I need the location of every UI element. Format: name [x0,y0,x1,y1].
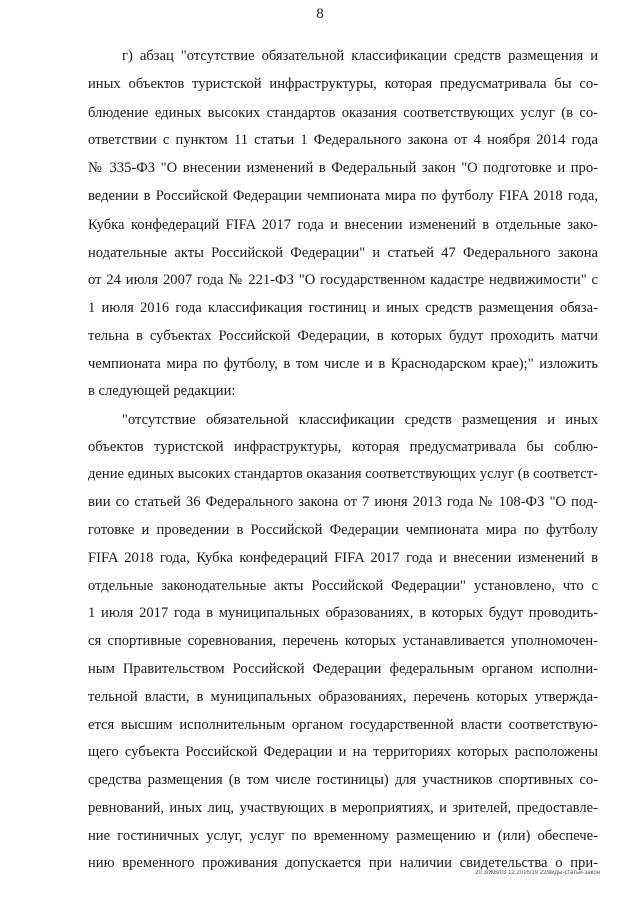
text-line: ведении в Российской Федерации чемпионата мира по футболу FIFA 2018 года, [88,188,598,204]
text-line: 1 июля 2016 года классификация гостиниц и иных средств размещения обяза- [88,300,598,316]
text-line: ответствии с пунктом 11 статьи 1 Федерального закона от 4 ноября 2014 года [88,132,598,148]
text-line: от 24 июля 2007 года № 221-ФЗ "О государственном кадастре недвижимости" с [88,272,598,288]
text-line: г) абзац "отсутствие обязательной классификации средств размещения и [122,48,598,64]
text-line: 1 июля 2017 года в муниципальных образованиях, в которых будут проводить- [88,605,598,621]
text-line: ние гостиничных услуг, услуг по временному размещению и (или) обеспече- [88,828,598,844]
page-number: 8 [316,6,324,22]
text-line: FIFA 2018 года, Кубка конфедераций FIFA 2017 года и внесении изменений в [88,550,598,566]
text-line: щего субъекта Российской Федерации и на территориях которых расположены [88,744,598,760]
document-footer-code: 20.3/ЖВ/03 12.2016/19 22/виды-статьи-закон [475,870,600,876]
text-line: объектов туристской инфраструктуры, которая предусматривала бы соблю- [88,439,598,455]
text-line: в следующей редакции: [88,383,236,399]
text-line: дение единых высоких стандартов оказания соответствующих услуг (в соответст- [88,466,598,482]
text-line: отдельные законодательные акты Российской Федерации" установлено, что с [88,578,598,594]
text-line: ся спортивные соревнования, перечень которых устанавливается уполномочен- [88,633,598,649]
text-line: Кубка конфедераций FIFA 2017 года и внесении изменений в отдельные зако- [88,217,598,233]
text-line: нодательные акты Российской Федерации" и статьей 47 Федерального закона [88,245,598,261]
text-line: нию временного проживания допускается при наличии свидетельства о при- [88,855,598,871]
text-line: № 335-ФЗ "О внесении изменений в Федеральный закон "О подготовке и про- [88,160,598,176]
text-line: "отсутствие обязательной классификации средств размещения и иных [122,412,598,428]
text-line: готовке и проведении в Российской Федерации чемпионата мира по футболу [88,522,598,538]
text-line: иных объектов туристской инфраструктуры, которая предусматривала бы со- [88,76,598,92]
text-line: ется высшим исполнительным органом государственной власти соответствую- [88,717,598,733]
text-line: тельной власти, в муниципальных образованиях, перечень которых утвержда- [88,689,598,705]
text-line: ревнований, иных лиц, участвующих в мероприятиях, и зрителей, предоставле- [88,800,598,816]
text-line: средства размещения (в том числе гостиницы) для участников спортивных со- [88,772,598,788]
text-line: ным Правительством Российской Федерации федеральным органом исполни- [88,661,598,677]
text-line: чемпионата мира по футболу, в том числе и в Краснодарском крае);" изложить [88,356,598,372]
text-line: вии со статьей 36 Федерального закона от 7 июня 2013 года № 108-ФЗ "О под- [88,494,598,510]
text-line: тельна в субъектах Российской Федерации, в которых будут проходить матчи [88,328,598,344]
text-line: блюдение единых высоких стандартов оказания соответствующих услуг (в со- [88,105,598,121]
